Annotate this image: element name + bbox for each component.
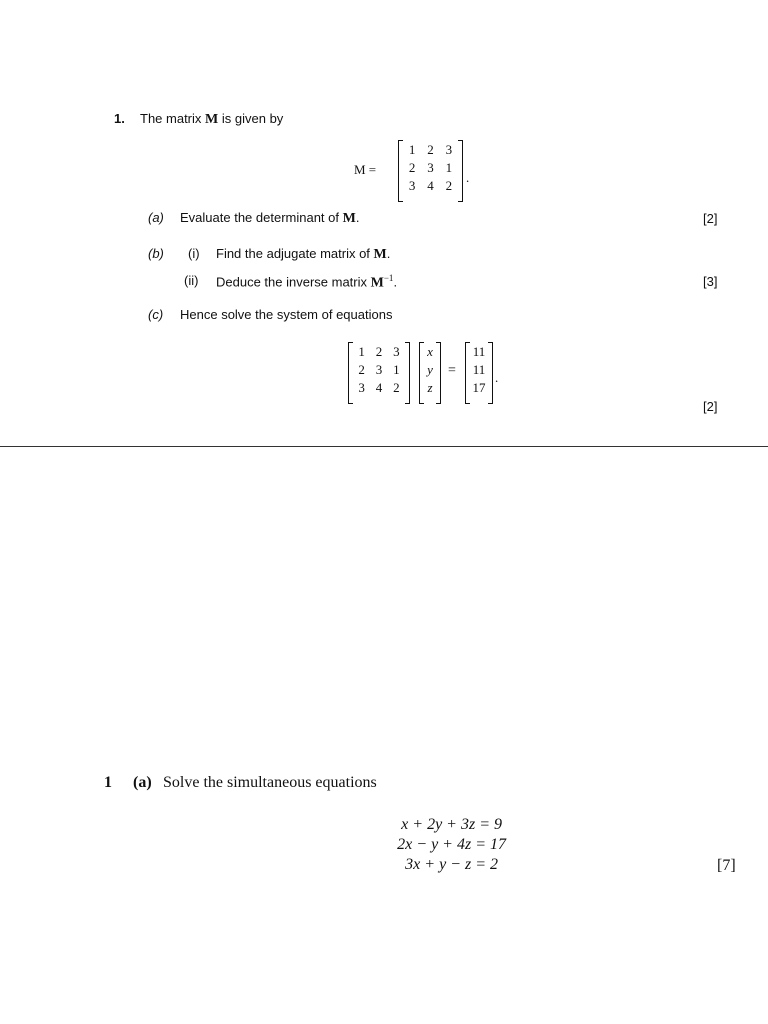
question-number: 1. xyxy=(114,111,125,126)
variable-vector xyxy=(419,342,441,404)
part-a-label: (a) xyxy=(148,210,164,225)
matrix-cell: 2 xyxy=(427,142,434,157)
equation-2: 2x − y + 4z = 17 xyxy=(397,836,506,853)
matrix-cell: 2 xyxy=(375,344,383,359)
part-c-label: (c) xyxy=(148,307,164,322)
variable-cell: z xyxy=(427,380,433,395)
part-b-label: (b) xyxy=(148,246,164,261)
rhs-cell: 11 xyxy=(472,362,486,377)
matrix-cell: 1 xyxy=(358,344,365,359)
matrix-cell: 2 xyxy=(393,380,400,395)
matrix-cell: 4 xyxy=(427,178,434,193)
matrix-cell: 3 xyxy=(375,362,383,377)
part-c-marks: [2] xyxy=(703,399,718,414)
question-intro: The matrix M is given by xyxy=(140,111,284,127)
matrix-cell: 1 xyxy=(445,160,453,175)
matrix-label: M = xyxy=(354,162,377,177)
matrix-m xyxy=(398,140,463,202)
matrix-cell: 2 xyxy=(358,362,365,377)
rhs-cell: 17 xyxy=(472,380,486,395)
equals-sign: = xyxy=(448,363,456,378)
matrix-cell: 3 xyxy=(427,160,434,175)
matrix-cell: 4 xyxy=(375,380,383,395)
matrix-cell: 3 xyxy=(445,142,453,157)
equation-3: 3x + y − z = 2 xyxy=(405,856,498,873)
matrix-cell: 1 xyxy=(393,362,400,377)
matrix-cell: 3 xyxy=(408,178,416,193)
matrix-cell: 3 xyxy=(393,344,400,359)
equation-1: x + 2y + 3z = 9 xyxy=(401,816,502,833)
matrix-cell: 1 xyxy=(408,142,416,157)
section-divider xyxy=(0,446,768,447)
part-a-marks: [2] xyxy=(703,211,718,226)
system-period: . xyxy=(495,370,499,385)
matrix-cell: 3 xyxy=(358,380,365,395)
part-c-text: Hence solve the system of equations xyxy=(180,307,393,322)
matrix-period: . xyxy=(466,170,470,185)
question-2-text: Solve the simultaneous equations xyxy=(163,774,377,791)
coefficient-matrix xyxy=(348,342,410,404)
part-a-text: Evaluate the determinant of M. xyxy=(180,210,360,226)
question-2-marks: [7] xyxy=(717,857,736,874)
part-b-ii-text: Deduce the inverse matrix $M^{-1}$. xyxy=(216,273,398,291)
matrix-cell: 2 xyxy=(445,178,453,193)
part-b-marks: [3] xyxy=(703,274,718,289)
variable-cell: x xyxy=(427,344,433,359)
rhs-vector xyxy=(465,342,493,404)
part-b-ii-label: (ii) xyxy=(184,273,199,288)
matrix-cell: 2 xyxy=(408,160,416,175)
rhs-cell: 11 xyxy=(472,344,486,359)
part-b-i-text: Find the adjugate matrix of M. xyxy=(216,246,391,262)
question-number-2: 1 xyxy=(104,774,112,791)
variable-cell: y xyxy=(427,362,433,377)
part-b-i-label: (i) xyxy=(188,246,200,261)
part-label-2a: (a) xyxy=(133,774,152,791)
